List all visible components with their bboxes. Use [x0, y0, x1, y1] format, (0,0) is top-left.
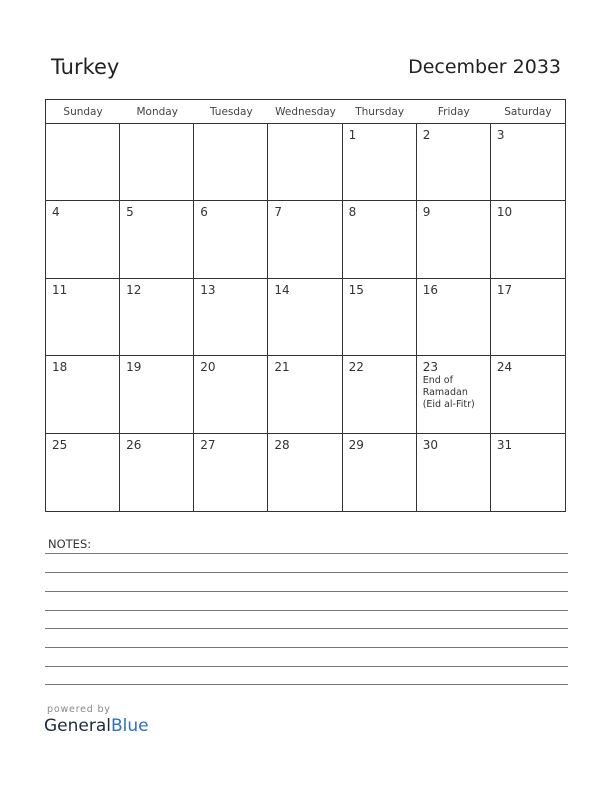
- day-cell: [491, 201, 565, 278]
- date-number: 24: [496, 360, 513, 375]
- date-number: 8: [348, 205, 357, 220]
- day-cell: [120, 124, 194, 201]
- date-number: 9: [422, 205, 431, 220]
- calendar-grid: [45, 99, 566, 512]
- note-line: [45, 666, 568, 667]
- day-cell: [194, 201, 268, 278]
- day-cell: [194, 279, 268, 356]
- date-number: 15: [348, 282, 364, 297]
- weekday-sunday: Sunday: [46, 100, 120, 124]
- day-cell: [417, 124, 491, 201]
- day-cell: [343, 201, 417, 278]
- day-cell: [343, 434, 417, 511]
- day-cell: [46, 434, 120, 511]
- day-cell: [417, 279, 491, 356]
- day-cell: [194, 434, 268, 511]
- date-number: 21: [274, 360, 290, 375]
- weekday-wednesday: Wednesday: [268, 100, 342, 124]
- date-number: 4: [52, 205, 60, 220]
- day-cell: [417, 201, 491, 278]
- date-number: 23: [422, 360, 438, 375]
- date-number: 31: [496, 437, 513, 452]
- day-cell: [343, 124, 417, 201]
- date-number: 6: [200, 205, 208, 220]
- date-number: 19: [126, 360, 142, 375]
- day-cell: [120, 279, 194, 356]
- date-number: 1: [348, 128, 357, 142]
- date-number: 12: [126, 282, 142, 297]
- day-cell: [491, 356, 565, 433]
- brand-name-blue: Blue: [111, 716, 149, 736]
- date-number: 5: [126, 205, 134, 220]
- date-number: 22: [348, 360, 364, 375]
- day-cell: [120, 434, 194, 511]
- day-cell: [268, 434, 342, 511]
- date-number: 10: [496, 205, 513, 220]
- note-line: [45, 647, 568, 648]
- date-number: 25: [52, 437, 68, 452]
- date-number: 7: [274, 205, 283, 220]
- date-number: 11: [52, 282, 68, 297]
- date-number: 20: [200, 360, 216, 375]
- day-cell: [268, 201, 342, 278]
- note-line: [45, 684, 568, 685]
- date-number: 2: [422, 128, 431, 142]
- day-cell: [491, 124, 565, 201]
- day-cell: [343, 356, 417, 433]
- month-title: December 2033: [408, 56, 561, 78]
- day-cell: [46, 201, 120, 278]
- holiday-label: End of Ramadan (Eid al-Fitr): [422, 375, 475, 411]
- powered-by-text: powered by: [47, 704, 111, 715]
- day-cell: [268, 279, 342, 356]
- note-line: [45, 553, 568, 554]
- weekday-tuesday: Tuesday: [194, 100, 268, 124]
- day-cell: [46, 356, 120, 433]
- weekday-thursday: Thursday: [343, 100, 417, 124]
- date-number: 27: [200, 437, 216, 452]
- note-line: [45, 628, 568, 629]
- day-cell: [120, 356, 194, 433]
- day-cell: [417, 434, 491, 511]
- date-number: 18: [52, 360, 68, 375]
- note-line: [45, 572, 568, 573]
- date-number: 17: [496, 282, 513, 297]
- date-number: 13: [200, 282, 216, 297]
- weekday-monday: Monday: [120, 100, 194, 124]
- brand-name-general: General: [44, 716, 111, 736]
- day-cell: [491, 434, 565, 511]
- date-number: 29: [348, 437, 364, 452]
- date-number: 16: [422, 282, 438, 297]
- weekday-friday: Friday: [417, 100, 491, 124]
- day-cell: [343, 279, 417, 356]
- date-number: 28: [274, 437, 290, 452]
- date-number: 3: [496, 128, 505, 142]
- day-cell: [46, 124, 120, 201]
- country-title: Turkey: [51, 55, 120, 79]
- day-cell: [268, 356, 342, 433]
- day-cell: [120, 201, 194, 278]
- day-cell: [417, 356, 491, 433]
- notes-label: NOTES:: [48, 537, 92, 551]
- date-number: 14: [274, 282, 290, 297]
- day-cell: [194, 356, 268, 433]
- day-cell: [194, 124, 268, 201]
- day-cell: [268, 124, 342, 201]
- day-cell: [46, 279, 120, 356]
- note-line: [45, 610, 568, 611]
- weekday-saturday: Saturday: [491, 100, 565, 124]
- date-number: 30: [422, 437, 438, 452]
- date-number: 26: [126, 437, 142, 452]
- brand-logo: [44, 716, 149, 736]
- day-cell: [491, 279, 565, 356]
- note-line: [45, 591, 568, 592]
